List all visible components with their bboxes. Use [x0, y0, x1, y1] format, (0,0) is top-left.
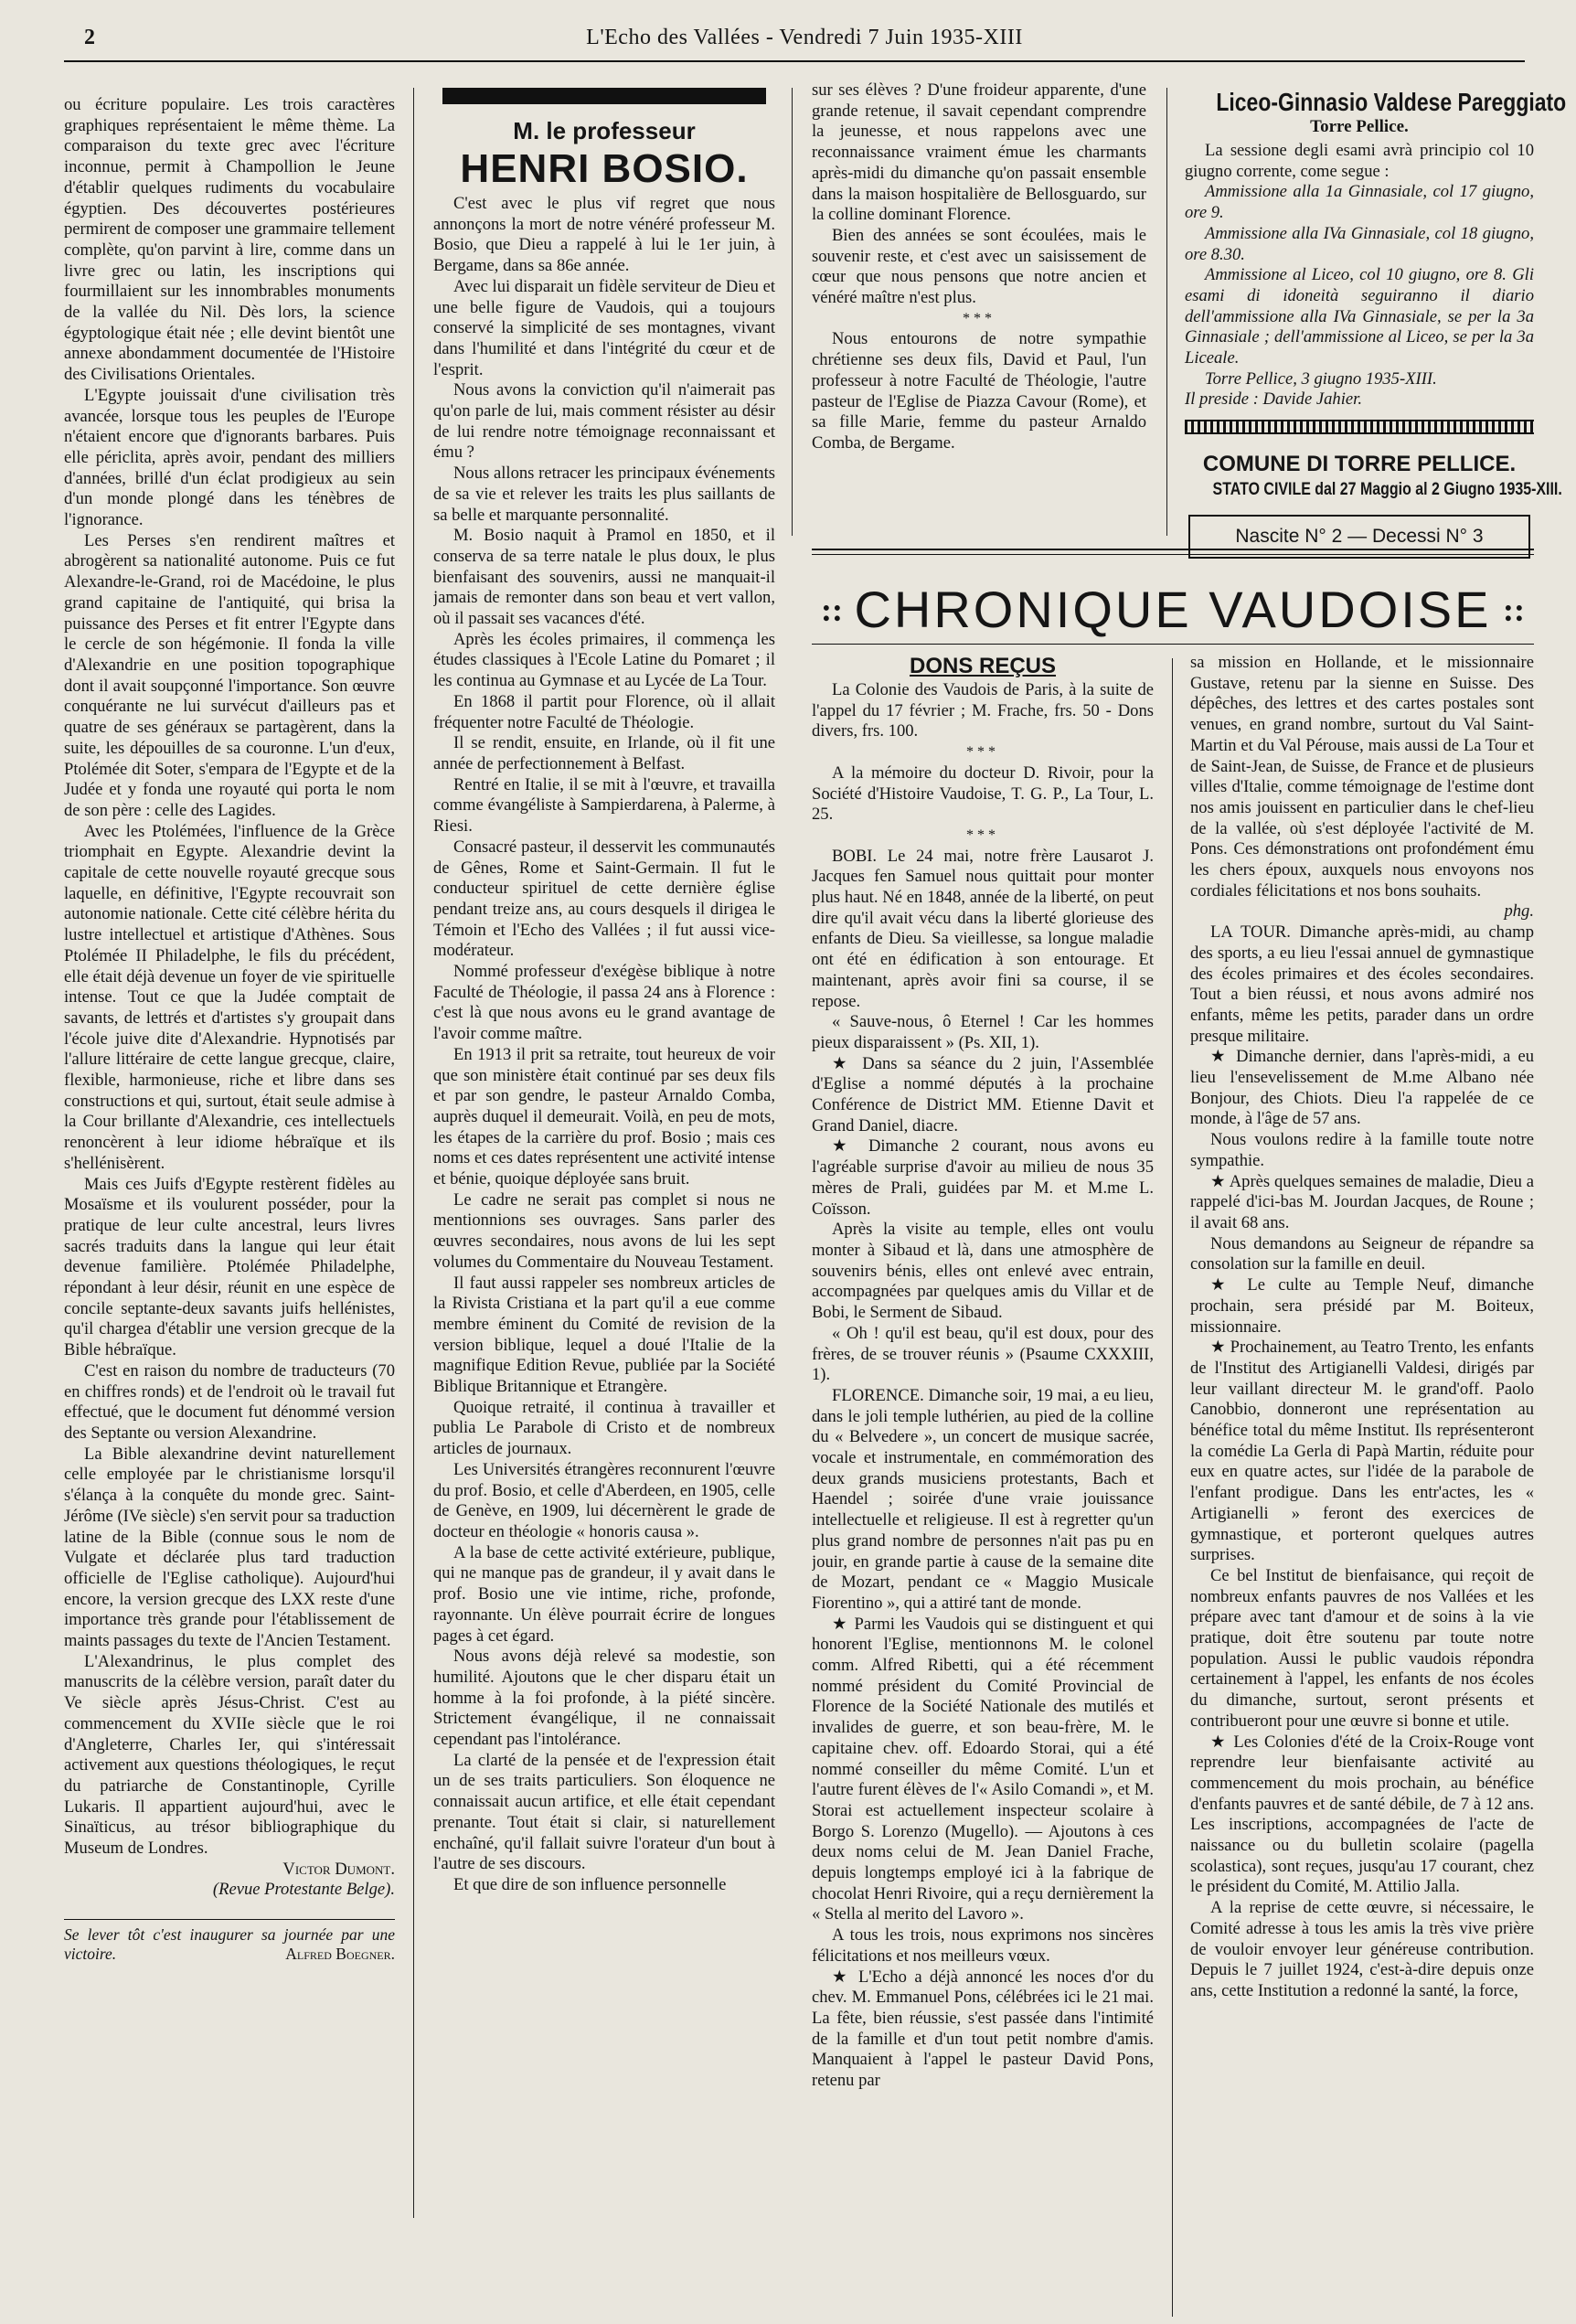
obituary-kicker: M. le professeur — [513, 117, 696, 144]
column-1-article — [64, 95, 395, 2169]
masthead-title: L'Echo des Vallées - Vendredi 7 Juin 1935-XIII — [586, 26, 1023, 49]
paragraph: La clarté de la pensée et de l'expression était un de ses traits particuliers. Son éloquence ne connaissait aucun artifice, et elle était cependant prenante. Tout était si clair, si naturellement enchaîné, qu'il fallait suivre l'orateur d'un bout à l'autre de ses discours. — [433, 1750, 775, 1874]
paragraph: Avec les Ptolémées, l'influence de la Grèce triomphait en Egypte. Alexandrie devint la capitale de cette nouvelle royauté grecque sous laquelle, en définitive, l'Egypte recouvrait son autonomie nationale. Cette cité célèbre hérita du lustre intellectuel et artistique d'Athènes. Sous Ptolémée II Philadelphe, le fils du précédent, elle était déjà devenue un foyer de vie spirituelle intense. Tout ce que la Judée comptait de savants, de lettrés et d'artistes s'y groupait dans l'école juive dite d'Alexandrie. Hypnotisés par l'allure littéraire de cette langue grecque, claire, flexible, harmonieuse, riche et libre dans ses constructions et qui, surtout, était seule admise à la Cour brillante d'Alexandrie, ces intellectuels renoncèrent à leur idiome hébraïque et ils s'hellénisèrent. — [64, 821, 395, 1173]
paragraph: ou écriture populaire. Les trois caractères graphiques représentaient le même thème. La comparaison du texte grec avec l'écriture inconnue, permit à Champollion le Jeune d'établir quelques rudiments du vocabulaire égyptien. Des découvertes postérieures permirent de composer une grammaire tellement complète, qu'on parvint à lire, comme dans un livre grec ou latin, les inscriptions qui fourmillaient sur les innombrables monuments de la vallée du Nil. Dès lors, la science égyptologique était née ; elle devint bientôt une annexe abondamment documentée de l'Histoire des Civilisations Orientales. — [64, 95, 395, 385]
banner-bar — [442, 88, 766, 104]
header-rule — [64, 60, 1525, 62]
paragraph: LA TOUR. Dimanche après-midi, au champ des sports, a eu lieu l'essai annuel de gymnastique des écoles primaires et des écoles secondaires. Tout a bien réussi, et nous avons admiré nos enfants, même les petits, parader dans un ordre presque militaire. — [1190, 922, 1534, 1046]
paragraph: ★ Le culte au Temple Neuf, dimanche prochain, sera présidé par M. Boiteux, missionnaire. — [1190, 1275, 1534, 1337]
paragraph: « Oh ! qu'il est beau, qu'il est doux, pour des frères, de se trouver réunis » (Psaume CXXXIII, 1). — [812, 1323, 1154, 1385]
column-separator — [1166, 88, 1167, 536]
paragraph: Ammissione alla 1a Ginnasiale, col 17 giugno, ore 9. — [1185, 182, 1534, 223]
paragraph: L'Egypte jouissait d'une civilisation très avancée, lorsque tous les peuples de l'Europe n'étaient encore que d'ignorants barbares. Puis elle périclita, après avoir, pendant des milliers d'années, brillé d'un éclat prodigieux au sein d'un monde plongé dans les ténèbres de l'ignorance. — [64, 385, 395, 530]
paragraph: ★ Dimanche dernier, dans l'après-midi, a eu lieu l'ensevelissement de M.me Albano née Bonjour, des Chiots. Dieu l'a rappelée de ce monde, à l'âge de 57 ans. — [1190, 1047, 1534, 1129]
paragraph: Après la visite au temple, elles ont voulu monter à Sibaud et là, dans une atmosphère de souvenirs bénis, elles ont enlevé avec entrain, accompagnées par quelques amis du Villar et de Bobi, le Serment de Sibaud. — [812, 1220, 1154, 1323]
preside-signature: Il preside : Davide Jahier. — [1185, 389, 1362, 410]
notices-box — [1185, 88, 1567, 548]
page-number: 2 — [84, 26, 95, 49]
paragraph: ★ Après quelques semaines de maladie, Dieu a rappelé d'ici-bas M. Jourdan Jacques, de Roune ; il avait 68 ans. — [1190, 1171, 1534, 1232]
paragraph: A la mémoire du docteur D. Rivoir, pour la Société d'Histoire Vaudoise, T. G. P., La Tour, L. 25. — [812, 762, 1154, 825]
rule — [812, 644, 1534, 645]
stars-divider: *** — [966, 826, 999, 843]
paragraph: L'Alexandrinus, le plus complet des manuscrits de la célèbre version, paraît dater du Ve siècle après Jésus-Christ. C'est au commencement du XVIIe siècle que le roi d'Angleterre, Charles Ier, qui s'intéressait activement aux questions théologiques, le reçut du patriarche de Constantinople, Cyrille Lukaris. Il appartient aujourd'hui, avec le Sinaïticus, au trésor bibliographique du Museum de Londres. — [64, 1651, 395, 1859]
vital-statistics-box: Nascite N° 2 — Decessi N° 3 — [1188, 515, 1530, 559]
column-separator — [1172, 658, 1173, 2317]
paragraph: Nous voulons redire à la famille toute notre sympathie. — [1190, 1130, 1534, 1170]
paragraph: Nous allons retracer les principaux événements de sa vie et relever les traits les plus saillants de sa belle et marquante personnalité. — [433, 464, 775, 525]
paragraph: Bien des années se sont écoulées, mais le souvenir reste, et c'est avec un saisissement de cœur que nous pensons que notre ancien et vénéré maître n'est plus. — [812, 225, 1146, 308]
column-separator — [413, 88, 414, 2218]
decorative-border — [1185, 420, 1534, 434]
divider — [64, 1919, 395, 1920]
paragraph: Avec lui disparait un fidèle serviteur de Dieu et une belle figure de Vaudois, qui a toujours conservé la simplicité de ses montagnes, vivant dans l'humilité et dans l'intégrité du cœur et de l'esprit. — [433, 276, 775, 379]
paragraph: Quoique retraité, il continua à travailler et publia Le Parabole di Cristo et de nombreux articles de journaux. — [433, 1397, 775, 1459]
paragraph: M. Bosio naquit à Pramol en 1850, et il conserva de sa terre natale le plus doux, le plus bienfaisant des souvenirs, aussi ne manquait-il jamais de remonter dans son beau et vert vallon, où il passait ses vacances d'été. — [433, 526, 775, 629]
paragraph: sa mission en Hollande, et le missionnaire Gustave, retenu par la sienne en Suisse. Des dépêches, des lettres et des cartes postales sont venues, en grand nombre, surtout du Val Saint-Martin et du Val Pérouse, mais aussi de La Tour et de Saint-Jean, de Suisse, de France et de plusieurs villes d'Italie, comme témoignage de l'estime dont nos amis jouissent en particulier dans le chef-lieu de la vallée, où s'est déployée l'activité de M. Pons. Ces démonstrations ont profondément ému les chers époux, auxquels nous envoyons nos cordiales félicitations et nos bons souhaits. — [1190, 653, 1534, 901]
paragraph: Rentré en Italie, il se mit à l'œuvre, et travailla comme évangéliste à Sampierdarena, à Palerme, à Riesi. — [433, 774, 775, 837]
paragraph: ★ Prochainement, au Teatro Trento, les enfants de l'Institut des Artigianelli Valdesi, dirigés par leur vaillant directeur M. le grand'off. Paolo Canobbio, donneront une représentation au bénéfice total du même Institut. Ils représenteront la comédie La Gerla di Papà Martin, réduite pour eux en quatre actes, sur l'idée de la parabole de l'enfant prodigue. Dans les entr'actes, les « Artigianelli » feront des exercices de gymnastique, et porteront quelques autres surprises. — [1190, 1338, 1534, 1565]
rule — [812, 549, 1534, 550]
paragraph: BOBI. Le 24 mai, notre frère Lausarot J. Jacques fen Samuel nous quittait pour monter plus haut. Né en 1848, année de la liberté, on peut dire qu'il avait vécu dans la liberté glorieuse des enfants de Dieu. Sa vieillesse, sa longue maladie ont été en édification à son entourage. Et maintenant, après avoir fini sa course, il se repose. — [812, 846, 1154, 1011]
quote — [64, 1925, 395, 1964]
paragraph: Nous avons déjà relevé sa modestie, son humilité. Ajoutons que le cher disparu était un homme à la foi profonde, à la piété sincère. Strictement évangélique, il ne connaissait cependant pas l'intolérance. — [433, 1647, 775, 1750]
paragraph: Mais ces Juifs d'Egypte restèrent fidèles au Mosaïsme et ils voulurent posséder, pour la pratique de leur culte ancestral, leurs livres sacrés traduits dans la langue qui leur était devenue familière. Ptolémée Philadelphe, répondant à leur désir, réunit en une espèce de concile septante-deux savants juifs hellénistes, qu'il chargea d'établir une version grecque de la Bible hébraïque. — [64, 1174, 395, 1360]
paragraph: A la reprise de cette œuvre, si nécessaire, le Comité adresse à tous les amis la très vive prière de vouloir envoyer leur généreuse contribution. Depuis le 7 juillet 1924, c'est-à-dire depuis onze ans, cette Institution a redonné la santé, la force, — [1190, 1898, 1534, 2000]
paragraph: A tous les trois, nous exprimons nos sincères félicitations et nos meilleurs vœux. — [812, 1925, 1154, 1966]
column-3-chronique — [812, 653, 1154, 2320]
paragraph: Nous entourons de notre sympathie chrétienne ses deux fils, David et Paul, l'un professeur à notre Faculté de Théologie, l'autre pasteur de l'Eglise de Piazza Cavour (Rome), et sa fille Marie, femme du pasteur Arnaldo Comba, de Bergame. — [812, 329, 1146, 453]
rule — [812, 554, 1534, 555]
article-source: (Revue Protestante Belge). — [212, 1880, 395, 1900]
paragraph: Torre Pellice, 3 giugno 1935-XIII. — [1205, 368, 1437, 389]
quote-text: Se lever tôt c'est inaugurer sa journée par une victoire. — [64, 1925, 395, 1964]
paragraph: sur ses élèves ? D'une froideur apparente, d'une grande retenue, il savait cependant comprendre la jeunesse, et nous rappelons avec une reconnaissance vraiment émue les charmants après-midi du dimanche qu'on passait ensemble dans la maison hospitalière de Bellosguardo, sur la colline dominant Florence. — [812, 80, 1146, 225]
column-3-obituary-continued — [812, 80, 1146, 508]
paragraph: Ammissione al Liceo, col 10 giugno, ore 8. Gli esami di idoneità seguiranno il diario dell'ammissione alla IVa Ginnasiale, se per la 3a Ginnasiale ; dell'ammissione al Liceo, se per la 3a Liceale. — [1185, 265, 1534, 368]
paragraph: Après les écoles primaires, il commença les études classiques à l'Ecole Latine du Pomaret ; il les continua au Gymnase et au Lycée de La Tour. — [433, 629, 775, 691]
paragraph: C'est en raison du nombre de traducteurs (70 en chiffres ronds) et de l'endroit où le travail fut effectué, que le document fut dénommé version des Septante ou version Alexandrine. — [64, 1360, 395, 1443]
paragraph: ★ Dimanche 2 courant, nous avons eu l'agréable surprise d'avoir au milieu de nous 35 mères de Prali, guidées par M. et M.me L. Coïsson. — [812, 1136, 1154, 1219]
paragraph: ★ L'Echo a déjà annoncé les noces d'or du chev. M. Emmanuel Pons, célébrées ici le 21 mai. La fête, bien réussie, s'est passée dans l'intimité de la famille et d'un tout petit nombre d'amis. Manquaient à l'appel le pasteur David Pons, retenu par — [812, 1967, 1154, 2091]
paragraph: ★ Dans sa séance du 2 juin, l'Assemblée d'Eglise a nommé députés à la prochaine Conférence de District MM. Etienne Davit et Grand Daniel, diacre. — [812, 1053, 1154, 1135]
ornament-dots: :: — [1503, 592, 1525, 628]
paragraph: La sessione degli esami avrà principio col 10 giugno corrente, come segue : — [1185, 141, 1534, 181]
paragraph: ★ Parmi les Vaudois qui se distinguent et qui honorent l'Eglise, mentionnons M. le colonel comm. Alfred Ribetti, qui a été récemment nommé président du Comité Provincial de Florence de la Société Nationale des mutilés et invalides de guerre, et son beau-frère, M. le capitaine chev. off. Edoardo Storai, qui a été nommé conseiller du même Comité. L'un et l'autre furent élèves de l'« Asilo Comandi », et M. Storai est actuellement inspecteur scolaire à Borgo S. Lorenzo (Mugello). — Ajoutons à ces deux noms celui de M. Jean Daniel Frache, depuis longtemps employé ici à la fabrique de chocolat Henri Rivoire, qui a reçu dernièrement la « Stella al merito del Lavoro ». — [812, 1614, 1154, 1924]
ornament-dots: :: — [821, 592, 843, 628]
obituary-headline: HENRI BOSIO. — [460, 146, 749, 191]
section-title: CHRONIQUE VAUDOISE — [854, 581, 1492, 638]
paragraph: En 1868 il partit pour Florence, où il allait fréquenter notre Faculté de Théologie. — [433, 691, 775, 732]
paragraph: Le cadre ne serait pas complet si nous ne mentionnions ses ouvrages. Sans parler des œuvres secondaires, nous avons de lui les sept volumes du Commentaire du Nouveau Testament. — [433, 1189, 775, 1272]
paragraph: La Bible alexandrine devint naturellement celle employée par le christianisme lorsqu'il s'élança à la conquête du monde grec. Saint-Jérôme (IVe siècle) s'en servit pour sa traduction latine de la Bible (connue sous le nom de Vulgate et déclarée plus tard traduction officielle de l'Eglise catholique). Aujourd'hui encore, la version grecque des LXX reste d'une importance très grande pour l'établissement de maints passages du texte de l'Ancien Testament. — [64, 1444, 395, 1651]
paragraph: Nous demandons au Seigneur de répandre sa consolation sur la famille en deuil. — [1190, 1233, 1534, 1274]
paragraph: Les Perses s'en rendirent maîtres et abrogèrent sa nationalité autonome. Puis ce fut Alexandre-le-Grand, roi de Macédoine, le plus grand capitaine de l'antiquité, qui brisa la puissance des Perses et fit entrer l'Egypte dans le cercle de son hégémonie. Il fonda la ville d'Alexandrie en une position topographique dont il avait soupçonné l'importance. Son œuvre conquérante ne lui survécut d'ailleurs pas et quatre de ses généraux se partagèrent, dans la suite, les dépouilles de sa couronne. L'un d'eux, Ptolémée dit Soter, s'empara de l'Egypte et de la Judée et y fonda une royauté qui porta le nom de son père : celle des Lagides. — [64, 530, 395, 820]
liceo-title: Liceo-Ginnasio Valdese Pareggiato — [1216, 88, 1567, 116]
paragraph: Nous avons la conviction qu'il n'aimerait pas qu'on parle de lui, mais comment résister au désir de lui rendre notre témoignage reconnaissant et ému ? — [433, 380, 775, 463]
paragraph: « Sauve-nous, ô Eternel ! Car les hommes pieux disparaissent » (Ps. XII, 1). — [812, 1012, 1154, 1052]
dons-recus-heading: DONS REÇUS — [909, 654, 1057, 678]
paragraph: Consacré pasteur, il desservit les communautés de Gênes, Rome et Saint-Germain. Il fut le conducteur spirituel de cette dernière église pendant treize ans, au cours desquels il dirigea le Témoin et l'Echo des Vallées ; il fut aussi vice-modérateur. — [433, 837, 775, 961]
chronique-banner — [812, 549, 1534, 649]
quote-author: Alfred Boegner. — [285, 1945, 395, 1964]
paragraph: Il faut aussi rappeler ses nombreux articles de la Rivista Cristiana et la part qu'il a eue comme membre éminent du Comité de revision de la version biblique, lequel a doué l'Italie de la magnifique Edition Revue, publiée par la Société Biblique Britannique et Etrangère. — [433, 1273, 775, 1397]
stars-divider: *** — [963, 310, 996, 326]
column-separator — [792, 88, 793, 536]
paragraph: C'est avec le plus vif regret que nous annonçons la mort de notre vénéré professeur M. Bosio, que Dieu a rappelé à lui le 1er juin, à Bergame, dans sa 86e année. — [433, 194, 775, 276]
comune-title: COMUNE DI TORRE PELLICE. — [1202, 452, 1517, 477]
paragraph: En 1913 il prit sa retraite, tout heureux de voir que son ministère était continué par ses deux fils et par son gendre, le pasteur Arnaldo Comba, auprès duquel il demeurait. Voilà, en peu de mots, les étapes de la carrière du prof. Bosio ; mais ces noms et ces dates représentent une activité intense et bénie, quoique déployée sans bruit. — [433, 1044, 775, 1189]
author-initials: phg. — [1504, 901, 1534, 922]
column-4-chronique — [1190, 653, 1534, 2320]
paragraph: Et que dire de son influence personnelle — [453, 1874, 727, 1894]
author-signature: Victor Dumont. — [282, 1859, 395, 1879]
paragraph: Ammissione alla IVa Ginnasiale, col 18 giugno, ore 8.30. — [1185, 223, 1534, 264]
paragraph: Il se rendit, ensuite, en Irlande, où il fit une année de perfectionnement à Belfast. — [433, 733, 775, 773]
paragraph: ★ Les Colonies d'été de la Croix-Rouge vont reprendre leur bienfaisante activité au commencement du mois prochain, au bénéfice d'enfants pauvres et de santé débile, de 7 à 12 ans. Les inscriptions, accompagnées de l'acte de naissance ou du bulletin scolaire (pagella scolastica), sont reçues, jusqu'au 17 courant, chez le président du Comité, M. Attilio Jalla. — [1190, 1732, 1534, 1897]
paragraph: FLORENCE. Dimanche soir, 19 mai, a eu lieu, dans le joli temple luthérien, au pied de la colline du « Belvedere », un concert de musique sacrée, vocale et instrumentale, en commémoration des deux grands musiciens protestants, Bach et Haendel ; soirée d'une vraie jouissance intellectuelle et religieuse. Il est à regretter qu'un plus grand nombre de personnes n'ait pas pu en jouir, en grande partie à cause de la semaine dite de Mozart, pendant ce « Maggio Musicale Fiorentino », qui a attiré tant de monde. — [812, 1385, 1154, 1613]
paragraph: Les Universités étrangères reconnurent l'œuvre du prof. Bosio, et celle d'Aberdeen, en 1905, celle de Genève, en 1909, lui décernèrent le grade de docteur en théologie « honoris causa ». — [433, 1459, 775, 1541]
page-header — [84, 26, 1525, 59]
paragraph: A la base de cette activité extérieure, publique, qui ne manque pas de grandeur, il y avait dans le prof. Bosio une vie intime, riche, profonde, rayonnante. Un élève pourrait écrire de longues pages à cet égard. — [433, 1542, 775, 1646]
stars-divider: *** — [966, 744, 999, 761]
comune-subtitle: STATO CIVILE dal 27 Maggio al 2 Giugno 1935-XIII. — [1212, 480, 1562, 500]
paragraph: La Colonie des Vaudois de Paris, à la suite de l'appel du 17 février ; M. Frache, frs. 50 - Dons divers, frs. 100. — [812, 680, 1154, 741]
paragraph: Nommé professeur d'exégèse biblique à notre Faculté de Théologie, il passa 24 ans à Florence : c'est là que nous avons eu le grand avantage de l'avoir comme maître. — [433, 962, 775, 1044]
paragraph: Ce bel Institut de bienfaisance, qui reçoit de nombreux enfants pauvres de nos Vallées et les prépare avec tant d'amour et de soins à la vie pratique, doit être soutenu par toute notre population. Aussi le public vaudois répondra certainement à l'appel, les enfants de nos écoles du dimanche, surtout, seront présents et contribueront pour une œuvre si bonne et utile. — [1190, 1565, 1534, 1731]
liceo-place: Torre Pellice. — [1310, 117, 1409, 136]
column-2-obituary — [433, 88, 775, 2253]
